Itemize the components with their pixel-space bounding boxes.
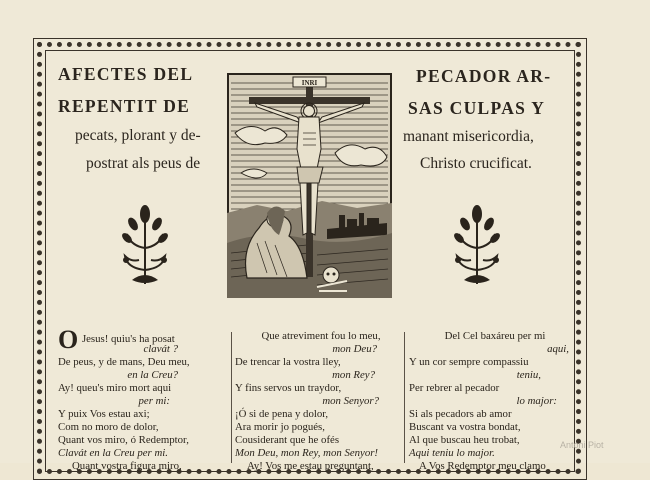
verse-column-2	[235, 330, 407, 473]
verse-line: De peus, y de mans, Deu meu,	[58, 356, 190, 368]
verse-line: mon Senyor?	[322, 395, 379, 407]
floral-ornament-left-icon	[120, 200, 170, 286]
title-left-line3: pecats, plorant y de-	[75, 127, 201, 144]
verse-line: A Vos Redemptor meu clamo	[419, 460, 546, 472]
verse-line: Com no moro de dolor,	[58, 421, 159, 433]
verse-line: lo major:	[516, 395, 557, 407]
verse-column-1	[58, 325, 230, 473]
verse-line: Quant vos miro, ó Redemptor,	[58, 434, 189, 446]
floral-ornament-right-icon	[452, 200, 502, 286]
title-left-line2: REPENTIT DE	[58, 96, 191, 116]
verse-line: Mon Deu, mon Rey, mon Senyor!	[235, 447, 379, 459]
verse-line: mon Rey?	[332, 369, 375, 381]
verse-line: Ay! Vos me estau preguntant,	[247, 460, 374, 472]
verse-line: Al que buscau heu trobat,	[409, 434, 520, 446]
verse-line: Del Cel baxáreu per mi	[444, 330, 546, 342]
verse-line: Y puix Vos estau axi;	[58, 408, 150, 420]
title-right-line1: PECADOR AR-	[416, 66, 552, 86]
title-left-line4: postrat als peus de	[86, 155, 201, 172]
verse-line-text: Jesus! quiu's ha posat	[81, 333, 175, 345]
verse-line: per mi:	[138, 395, 170, 407]
title-right-line3: manant misericordia,	[403, 128, 534, 145]
verse-line: en la Creu?	[127, 369, 178, 381]
verse-line: teniu,	[516, 369, 541, 381]
verse-line: clavát ?	[143, 343, 178, 355]
inri-label: INRI	[301, 79, 318, 87]
watermark: Antoni Piot	[560, 440, 604, 450]
column-divider	[404, 332, 405, 463]
verse-line: Cousiderant que he ofés	[235, 434, 340, 446]
verse-line: mon Deu?	[332, 343, 377, 355]
drop-cap: O	[58, 325, 79, 354]
verse-line: Ay! queu's miro mort aqui	[58, 382, 172, 394]
title-right-line2: SAS CULPAS Y	[408, 98, 546, 118]
verse-line: Clavát en la Creu per mi.	[58, 447, 168, 459]
verse-line: Per rebrer al pecador	[409, 382, 500, 394]
crucifixion-woodcut-icon	[227, 73, 392, 298]
verse-column-3	[409, 330, 581, 473]
verse-line: Ara morir jo pogués,	[235, 421, 325, 433]
verse-line: aqui,	[547, 343, 569, 355]
verse-line: Y fins servos un traydor,	[235, 382, 342, 394]
verse-line: Buscant va vostra bondat,	[409, 421, 521, 433]
title-left-line1: AFECTES DEL	[58, 64, 194, 84]
verse-line: Si als pecadors ab amor	[409, 408, 512, 420]
verse-line: ¡Ó si de pena y dolor,	[235, 408, 329, 420]
column-divider	[231, 332, 232, 463]
title-right-line4: Christo crucificat.	[420, 155, 532, 172]
verse-line: Y un cor sempre compassiu	[409, 356, 529, 368]
verse-line: Aqui teniu lo major.	[409, 447, 495, 459]
verse-line: De trencar la vostra lley,	[235, 356, 341, 368]
verse-line: Quant vostra figura miro,	[72, 460, 182, 472]
verse-line: Que atreviment fou lo meu,	[261, 330, 381, 342]
